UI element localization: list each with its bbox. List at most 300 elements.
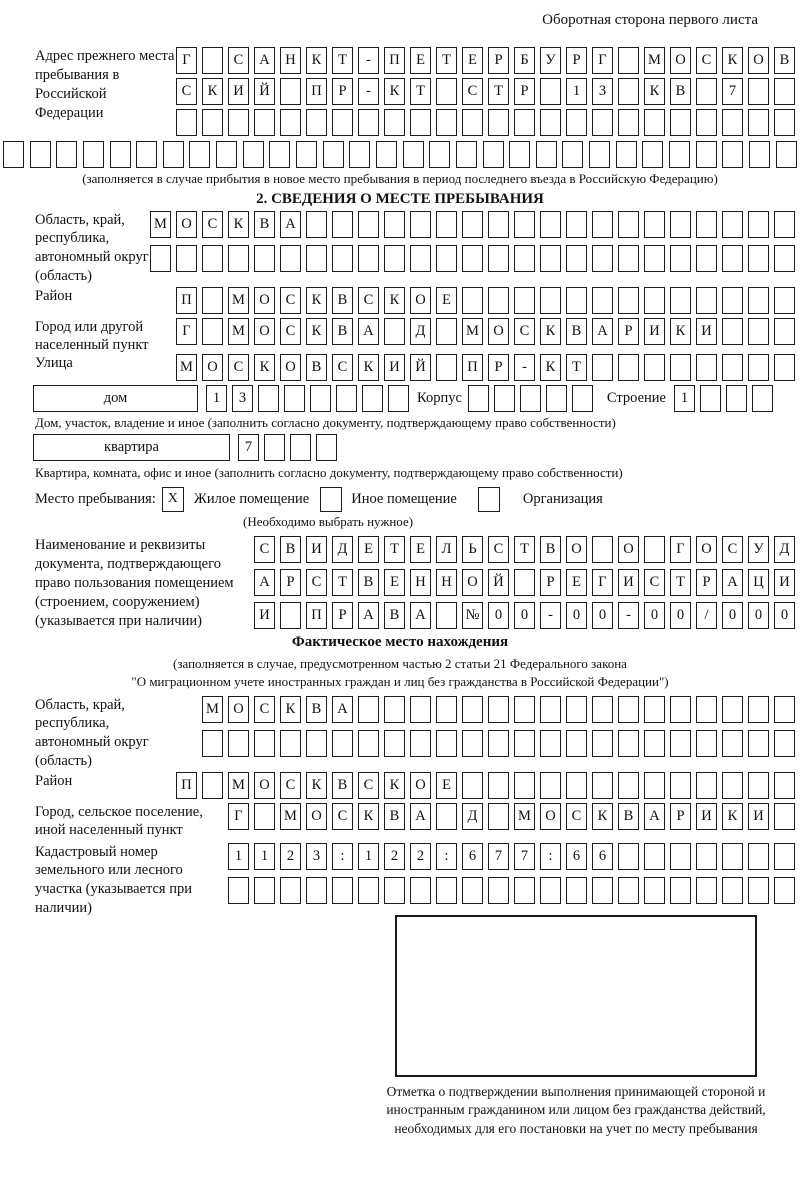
char-cell[interactable] — [296, 141, 317, 168]
char-cell[interactable] — [696, 245, 717, 272]
checkbox-other-premises[interactable] — [320, 487, 342, 512]
char-cell[interactable] — [644, 211, 665, 238]
char-cell[interactable] — [618, 354, 639, 381]
char-cell[interactable]: А — [592, 318, 613, 345]
char-cell[interactable]: О — [410, 287, 431, 314]
char-cell[interactable] — [514, 877, 535, 904]
char-cell[interactable] — [254, 730, 275, 757]
char-cell[interactable] — [202, 318, 223, 345]
char-cell[interactable] — [468, 385, 489, 412]
char-cell[interactable] — [410, 696, 431, 723]
char-cell[interactable]: К — [592, 803, 613, 830]
char-cell[interactable] — [540, 287, 561, 314]
char-cell[interactable]: И — [696, 803, 717, 830]
char-cell[interactable] — [228, 245, 249, 272]
char-cell[interactable] — [670, 843, 691, 870]
char-cell[interactable] — [540, 78, 561, 105]
char-cell[interactable] — [696, 843, 717, 870]
char-cell[interactable]: Р — [618, 318, 639, 345]
char-cell[interactable] — [462, 109, 483, 136]
char-cell[interactable]: С — [280, 287, 301, 314]
char-cell[interactable] — [83, 141, 104, 168]
char-cell[interactable]: М — [280, 803, 301, 830]
char-cell[interactable]: Е — [358, 536, 379, 563]
char-cell[interactable]: В — [306, 354, 327, 381]
char-cell[interactable] — [176, 245, 197, 272]
char-cell[interactable] — [749, 141, 770, 168]
char-cell[interactable] — [384, 877, 405, 904]
char-cell[interactable] — [332, 109, 353, 136]
char-cell[interactable] — [189, 141, 210, 168]
char-cell[interactable] — [670, 109, 691, 136]
char-cell[interactable] — [774, 245, 795, 272]
char-cell[interactable] — [748, 245, 769, 272]
char-cell[interactable]: С — [280, 318, 301, 345]
char-cell[interactable]: И — [696, 318, 717, 345]
char-cell[interactable]: В — [306, 696, 327, 723]
char-cell[interactable]: О — [540, 803, 561, 830]
char-cell[interactable]: Р — [696, 569, 717, 596]
char-cell[interactable]: М — [462, 318, 483, 345]
char-cell[interactable]: К — [358, 354, 379, 381]
char-cell[interactable] — [514, 109, 535, 136]
char-cell[interactable] — [696, 211, 717, 238]
char-cell[interactable] — [644, 354, 665, 381]
char-cell[interactable] — [566, 696, 587, 723]
char-cell[interactable] — [306, 109, 327, 136]
char-cell[interactable]: Й — [488, 569, 509, 596]
char-cell[interactable] — [592, 536, 613, 563]
char-cell[interactable] — [696, 730, 717, 757]
char-cell[interactable]: Т — [670, 569, 691, 596]
char-cell[interactable] — [748, 211, 769, 238]
char-cell[interactable]: Е — [436, 772, 457, 799]
char-cell[interactable]: В — [384, 803, 405, 830]
char-cell[interactable]: Ь — [462, 536, 483, 563]
char-cell[interactable] — [306, 877, 327, 904]
char-cell[interactable]: В — [774, 47, 795, 74]
char-cell[interactable] — [488, 211, 509, 238]
char-cell[interactable]: Р — [670, 803, 691, 830]
char-cell[interactable]: А — [410, 803, 431, 830]
char-cell[interactable] — [592, 877, 613, 904]
char-cell[interactable] — [774, 287, 795, 314]
char-cell[interactable]: О — [254, 772, 275, 799]
char-cell[interactable]: И — [644, 318, 665, 345]
char-cell[interactable] — [774, 696, 795, 723]
char-cell[interactable] — [540, 772, 561, 799]
char-cell[interactable] — [592, 287, 613, 314]
char-cell[interactable] — [410, 730, 431, 757]
char-cell[interactable]: О — [202, 354, 223, 381]
char-cell[interactable]: 0 — [566, 602, 587, 629]
char-cell[interactable] — [323, 141, 344, 168]
char-cell[interactable] — [514, 772, 535, 799]
char-cell[interactable] — [403, 141, 424, 168]
char-cell[interactable]: К — [358, 803, 379, 830]
char-cell[interactable] — [462, 730, 483, 757]
char-cell[interactable] — [388, 385, 409, 412]
char-cell[interactable]: П — [306, 78, 327, 105]
char-cell[interactable] — [696, 78, 717, 105]
char-cell[interactable]: В — [540, 536, 561, 563]
char-cell[interactable]: К — [280, 696, 301, 723]
char-cell[interactable] — [644, 109, 665, 136]
char-cell[interactable] — [176, 109, 197, 136]
char-cell[interactable] — [280, 877, 301, 904]
char-cell[interactable]: Г — [176, 318, 197, 345]
char-cell[interactable]: К — [644, 78, 665, 105]
char-cell[interactable] — [618, 211, 639, 238]
char-cell[interactable] — [462, 877, 483, 904]
char-cell[interactable]: Р — [540, 569, 561, 596]
char-cell[interactable] — [566, 772, 587, 799]
char-cell[interactable]: А — [332, 696, 353, 723]
char-cell[interactable] — [644, 696, 665, 723]
char-cell[interactable]: Р — [514, 78, 535, 105]
char-cell[interactable]: А — [722, 569, 743, 596]
char-cell[interactable]: П — [384, 47, 405, 74]
char-cell[interactable]: Т — [332, 47, 353, 74]
char-cell[interactable] — [284, 385, 305, 412]
char-cell[interactable]: Е — [436, 287, 457, 314]
char-cell[interactable] — [618, 843, 639, 870]
char-cell[interactable] — [376, 141, 397, 168]
char-cell[interactable] — [592, 730, 613, 757]
char-cell[interactable] — [336, 385, 357, 412]
char-cell[interactable]: : — [332, 843, 353, 870]
char-cell[interactable] — [332, 245, 353, 272]
char-cell[interactable]: П — [462, 354, 483, 381]
char-cell[interactable] — [462, 696, 483, 723]
char-cell[interactable]: К — [670, 318, 691, 345]
char-cell[interactable] — [774, 877, 795, 904]
char-cell[interactable]: 1 — [674, 385, 695, 412]
char-cell[interactable] — [722, 211, 743, 238]
char-cell[interactable] — [752, 385, 773, 412]
char-cell[interactable]: С — [332, 803, 353, 830]
char-cell[interactable]: В — [358, 569, 379, 596]
char-cell[interactable] — [216, 141, 237, 168]
char-cell[interactable]: В — [254, 211, 275, 238]
char-cell[interactable] — [436, 245, 457, 272]
char-cell[interactable] — [509, 141, 530, 168]
char-cell[interactable]: С — [462, 78, 483, 105]
char-cell[interactable]: Н — [436, 569, 457, 596]
char-cell[interactable] — [264, 434, 285, 461]
char-cell[interactable]: 7 — [488, 843, 509, 870]
char-cell[interactable] — [644, 287, 665, 314]
char-cell[interactable] — [410, 245, 431, 272]
char-cell[interactable] — [722, 287, 743, 314]
char-cell[interactable]: 0 — [670, 602, 691, 629]
char-cell[interactable]: А — [254, 569, 275, 596]
char-cell[interactable]: К — [306, 287, 327, 314]
char-cell[interactable] — [436, 877, 457, 904]
char-cell[interactable]: С — [488, 536, 509, 563]
char-cell[interactable] — [488, 803, 509, 830]
char-cell[interactable]: С — [254, 696, 275, 723]
char-cell[interactable]: Г — [670, 536, 691, 563]
char-cell[interactable] — [722, 877, 743, 904]
char-cell[interactable] — [462, 211, 483, 238]
char-cell[interactable] — [254, 245, 275, 272]
char-cell[interactable] — [332, 730, 353, 757]
char-cell[interactable]: О — [176, 211, 197, 238]
char-cell[interactable]: К — [306, 318, 327, 345]
char-cell[interactable]: М — [228, 772, 249, 799]
char-cell[interactable]: 0 — [774, 602, 795, 629]
char-cell[interactable] — [483, 141, 504, 168]
char-cell[interactable] — [520, 385, 541, 412]
char-cell[interactable] — [748, 877, 769, 904]
char-cell[interactable] — [56, 141, 77, 168]
char-cell[interactable] — [774, 78, 795, 105]
char-cell[interactable] — [514, 730, 535, 757]
char-cell[interactable] — [488, 109, 509, 136]
char-cell[interactable] — [644, 536, 665, 563]
char-cell[interactable]: : — [436, 843, 457, 870]
char-cell[interactable]: П — [176, 287, 197, 314]
char-cell[interactable]: 2 — [410, 843, 431, 870]
char-cell[interactable]: С — [696, 47, 717, 74]
char-cell[interactable] — [748, 318, 769, 345]
char-cell[interactable] — [722, 141, 743, 168]
char-cell[interactable] — [150, 245, 171, 272]
char-cell[interactable]: Т — [514, 536, 535, 563]
char-cell[interactable] — [358, 109, 379, 136]
char-cell[interactable]: К — [722, 47, 743, 74]
char-cell[interactable]: Б — [514, 47, 535, 74]
char-cell[interactable]: И — [254, 602, 275, 629]
char-cell[interactable]: Р — [332, 602, 353, 629]
char-cell[interactable]: О — [748, 47, 769, 74]
char-cell[interactable] — [592, 772, 613, 799]
char-cell[interactable] — [254, 109, 275, 136]
char-cell[interactable] — [618, 287, 639, 314]
char-cell[interactable]: О — [618, 536, 639, 563]
char-cell[interactable] — [618, 730, 639, 757]
char-cell[interactable] — [696, 287, 717, 314]
char-cell[interactable] — [30, 141, 51, 168]
char-cell[interactable] — [670, 696, 691, 723]
char-cell[interactable]: Р — [332, 78, 353, 105]
char-cell[interactable] — [642, 141, 663, 168]
char-cell[interactable]: 2 — [280, 843, 301, 870]
char-cell[interactable] — [514, 287, 535, 314]
checkbox-organization[interactable] — [478, 487, 500, 512]
char-cell[interactable] — [384, 318, 405, 345]
char-cell[interactable] — [748, 78, 769, 105]
char-cell[interactable]: - — [358, 47, 379, 74]
char-cell[interactable]: 6 — [462, 843, 483, 870]
char-cell[interactable]: 1 — [206, 385, 227, 412]
char-cell[interactable] — [748, 843, 769, 870]
checkbox-residential[interactable]: X — [162, 487, 184, 512]
char-cell[interactable] — [410, 109, 431, 136]
char-cell[interactable]: С — [358, 287, 379, 314]
char-cell[interactable] — [670, 730, 691, 757]
char-cell[interactable] — [566, 211, 587, 238]
char-cell[interactable]: А — [644, 803, 665, 830]
char-cell[interactable]: Р — [566, 47, 587, 74]
char-cell[interactable]: / — [696, 602, 717, 629]
char-cell[interactable]: С — [176, 78, 197, 105]
char-cell[interactable] — [618, 47, 639, 74]
char-cell[interactable] — [349, 141, 370, 168]
char-cell[interactable]: К — [722, 803, 743, 830]
char-cell[interactable] — [202, 47, 223, 74]
char-cell[interactable]: Д — [462, 803, 483, 830]
char-cell[interactable]: Н — [410, 569, 431, 596]
char-cell[interactable] — [722, 730, 743, 757]
char-cell[interactable] — [136, 141, 157, 168]
char-cell[interactable] — [562, 141, 583, 168]
char-cell[interactable] — [566, 877, 587, 904]
char-cell[interactable] — [670, 772, 691, 799]
char-cell[interactable] — [358, 696, 379, 723]
char-cell[interactable]: С — [358, 772, 379, 799]
char-cell[interactable] — [618, 772, 639, 799]
char-cell[interactable] — [696, 696, 717, 723]
char-cell[interactable]: 2 — [384, 843, 405, 870]
char-cell[interactable] — [488, 245, 509, 272]
char-cell[interactable] — [722, 354, 743, 381]
char-cell[interactable]: В — [618, 803, 639, 830]
char-cell[interactable]: И — [618, 569, 639, 596]
char-cell[interactable] — [696, 141, 717, 168]
char-cell[interactable] — [436, 211, 457, 238]
char-cell[interactable] — [722, 772, 743, 799]
char-cell[interactable] — [410, 211, 431, 238]
char-cell[interactable]: М — [228, 287, 249, 314]
char-cell[interactable] — [384, 109, 405, 136]
char-cell[interactable]: Л — [436, 536, 457, 563]
char-cell[interactable]: О — [488, 318, 509, 345]
char-cell[interactable]: 0 — [488, 602, 509, 629]
char-cell[interactable]: Е — [410, 47, 431, 74]
char-cell[interactable] — [202, 245, 223, 272]
char-cell[interactable]: Т — [384, 536, 405, 563]
char-cell[interactable] — [644, 877, 665, 904]
char-cell[interactable]: Д — [410, 318, 431, 345]
char-cell[interactable] — [3, 141, 24, 168]
char-cell[interactable]: 3 — [592, 78, 613, 105]
char-cell[interactable] — [592, 109, 613, 136]
char-cell[interactable]: 1 — [228, 843, 249, 870]
char-cell[interactable]: 7 — [514, 843, 535, 870]
char-cell[interactable] — [696, 877, 717, 904]
char-cell[interactable] — [514, 245, 535, 272]
char-cell[interactable]: С — [566, 803, 587, 830]
char-cell[interactable]: 1 — [566, 78, 587, 105]
char-cell[interactable]: В — [280, 536, 301, 563]
char-cell[interactable]: 0 — [514, 602, 535, 629]
char-cell[interactable] — [436, 354, 457, 381]
char-cell[interactable] — [540, 109, 561, 136]
char-cell[interactable] — [644, 772, 665, 799]
char-cell[interactable] — [332, 877, 353, 904]
char-cell[interactable] — [592, 211, 613, 238]
char-cell[interactable]: О — [410, 772, 431, 799]
char-cell[interactable] — [228, 730, 249, 757]
char-cell[interactable]: И — [774, 569, 795, 596]
char-cell[interactable] — [462, 287, 483, 314]
char-cell[interactable] — [290, 434, 311, 461]
char-cell[interactable] — [696, 772, 717, 799]
char-cell[interactable]: 6 — [566, 843, 587, 870]
char-cell[interactable]: Г — [592, 569, 613, 596]
char-cell[interactable]: У — [540, 47, 561, 74]
char-cell[interactable]: П — [176, 772, 197, 799]
char-cell[interactable]: Т — [332, 569, 353, 596]
char-cell[interactable] — [514, 696, 535, 723]
char-cell[interactable] — [488, 730, 509, 757]
char-cell[interactable] — [358, 245, 379, 272]
char-cell[interactable] — [488, 772, 509, 799]
char-cell[interactable]: Г — [592, 47, 613, 74]
char-cell[interactable] — [700, 385, 721, 412]
char-cell[interactable] — [358, 730, 379, 757]
char-cell[interactable] — [748, 730, 769, 757]
char-cell[interactable] — [110, 141, 131, 168]
char-cell[interactable]: К — [254, 354, 275, 381]
char-cell[interactable]: И — [306, 536, 327, 563]
char-cell[interactable] — [202, 109, 223, 136]
char-cell[interactable] — [566, 245, 587, 272]
char-cell[interactable]: : — [540, 843, 561, 870]
char-cell[interactable]: С — [722, 536, 743, 563]
char-cell[interactable]: В — [566, 318, 587, 345]
char-cell[interactable]: 1 — [254, 843, 275, 870]
char-cell[interactable] — [436, 318, 457, 345]
char-cell[interactable] — [670, 287, 691, 314]
char-cell[interactable] — [202, 772, 223, 799]
char-cell[interactable] — [514, 569, 535, 596]
char-cell[interactable] — [410, 877, 431, 904]
char-cell[interactable] — [436, 109, 457, 136]
char-cell[interactable]: А — [254, 47, 275, 74]
char-cell[interactable] — [592, 245, 613, 272]
char-cell[interactable] — [243, 141, 264, 168]
char-cell[interactable]: К — [384, 772, 405, 799]
char-cell[interactable] — [618, 109, 639, 136]
char-cell[interactable] — [488, 877, 509, 904]
char-cell[interactable]: Й — [254, 78, 275, 105]
char-cell[interactable] — [774, 354, 795, 381]
char-cell[interactable]: Т — [566, 354, 587, 381]
char-cell[interactable]: К — [306, 772, 327, 799]
char-cell[interactable] — [592, 354, 613, 381]
char-cell[interactable]: К — [384, 287, 405, 314]
char-cell[interactable]: С — [514, 318, 535, 345]
char-cell[interactable] — [306, 245, 327, 272]
char-cell[interactable]: М — [176, 354, 197, 381]
char-cell[interactable] — [384, 245, 405, 272]
char-cell[interactable]: П — [306, 602, 327, 629]
char-cell[interactable]: Т — [436, 47, 457, 74]
char-cell[interactable] — [254, 803, 275, 830]
char-cell[interactable] — [362, 385, 383, 412]
char-cell[interactable]: М — [228, 318, 249, 345]
char-cell[interactable] — [488, 696, 509, 723]
char-cell[interactable] — [540, 730, 561, 757]
char-cell[interactable]: 0 — [748, 602, 769, 629]
char-cell[interactable] — [163, 141, 184, 168]
char-cell[interactable]: Е — [384, 569, 405, 596]
char-cell[interactable]: К — [384, 78, 405, 105]
char-cell[interactable]: О — [566, 536, 587, 563]
